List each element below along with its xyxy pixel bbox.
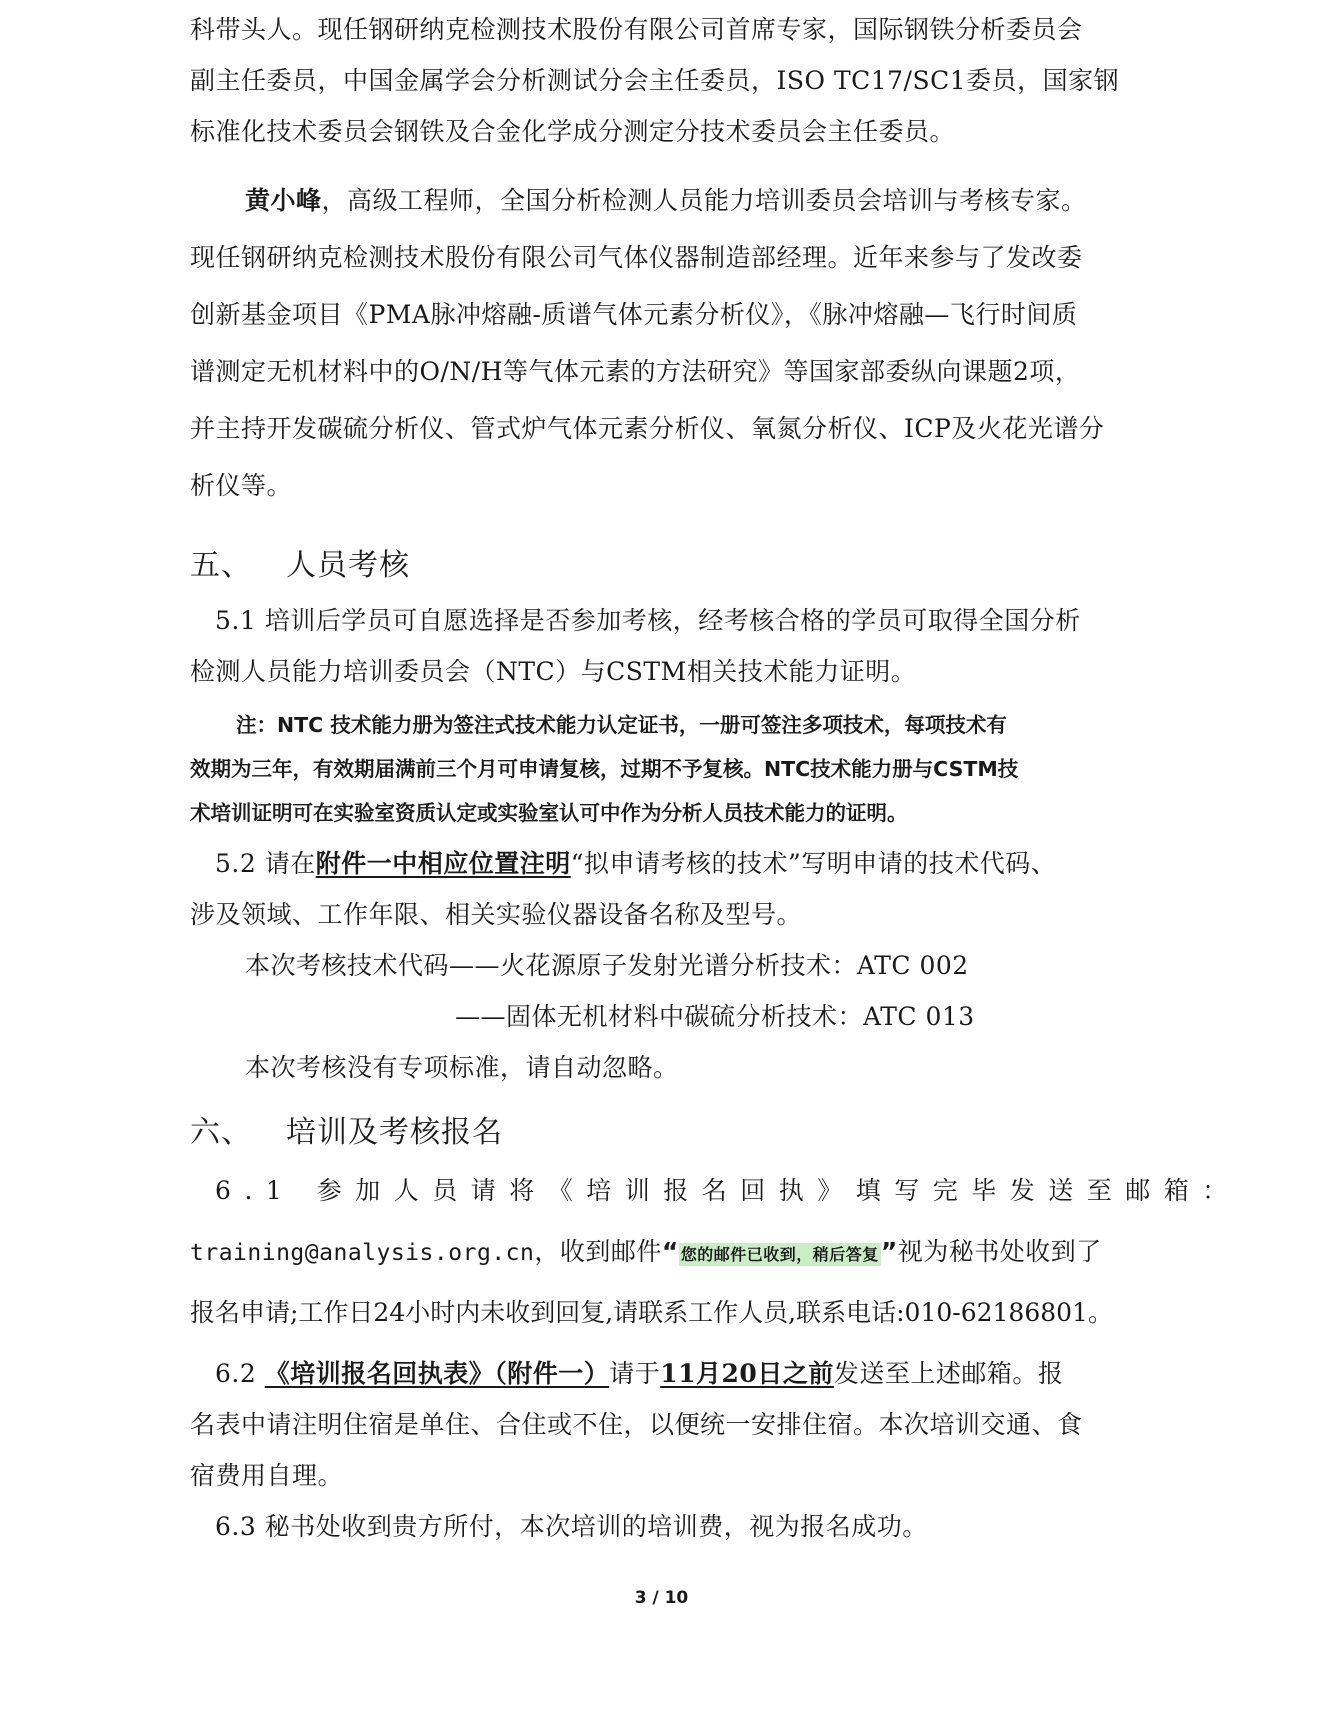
section-6-2-line-3: 宿费用自理。 [190, 1461, 344, 1490]
bio2-line-3: 创新基金项目《PMA脉冲熔融-质谱气体元素分析仪》，《脉冲熔融—飞行时间质 [190, 300, 1078, 329]
section-6-2-mid: 请于 [609, 1359, 661, 1388]
bio2-line-6: 析仪等。 [190, 471, 293, 500]
section-6-1-line-1: 6.1 参加人员请将《培训报名回执》填写完毕发送至邮箱： [215, 1176, 1241, 1205]
section-6-3: 6.3 秘书处收到贵方所付，本次培训的培训费，视为报名成功。 [215, 1512, 928, 1541]
section-5-2-suffix: “拟申请考核的技术”写明申请的技术代码、 [570, 849, 1057, 878]
section-5-heading [190, 548, 410, 584]
bio1-line-3: 标准化技术委员会钢铁及合金化学成分测定分技术委员会主任委员。 [190, 117, 956, 146]
quote-open: “ [661, 1237, 679, 1266]
section-5-2-attachment-link-text: 附件一中相应位置注明 [315, 849, 571, 878]
bio2-line-1-rest: ，高级工程师，全国分析检测人员能力培训委员会培训与考核专家。 [321, 186, 1087, 215]
section-5-1-line-2: 检测人员能力培训委员会（NTC）与CSTM相关技术能力证明。 [190, 657, 917, 686]
section-5-title: 人员考核 [286, 548, 410, 583]
section-6-1-line-2 [190, 1236, 1102, 1271]
note-line-3: 术培训证明可在实验室资质认定或实验室认可中作为分析人员技术能力的证明。 [190, 801, 908, 825]
bio1-line-2: 副主任委员，中国金属学会分析测试分会主任委员，ISO TC17/SC1委员，国家钢 [190, 66, 1120, 95]
registration-form-title: 《培训报名回执表》（附件一） [264, 1359, 610, 1388]
section-6-2-line-2: 名表中请注明住宿是单住、合住或不住，以便统一安排住宿。本次培训交通、食 [190, 1410, 1083, 1439]
no-standard-note: 本次考核没有专项标准，请自动忽略。 [245, 1053, 679, 1082]
bio2-line-2: 现任钢研纳克检测技术股份有限公司气体仪器制造部经理。近年来参与了发改委 [190, 243, 1083, 272]
section-6-2-prefix: 6.2 [215, 1359, 265, 1388]
bio2-line-5: 并主持开发碳硫分析仪、管式炉气体元素分析仪、氧氮分析仪、ICP及火花光谱分 [190, 414, 1105, 443]
section-5-number: 五、 [190, 548, 252, 583]
section-5-2-line-2: 涉及领域、工作年限、相关实验仪器设备名称及型号。 [190, 900, 803, 929]
code-line-2: ——固体无机材料中碳硫分析技术：ATC 013 [455, 1002, 975, 1031]
deadline-date: 11月20日之前 [660, 1359, 834, 1388]
bio1-line-1: 科带头人。现任钢研纳克检测技术股份有限公司首席专家，国际钢铁分析委员会 [190, 15, 1083, 44]
section-6-1-end: 视为秘书处收到了 [897, 1237, 1102, 1266]
section-6-1-mid: ，收到邮件 [534, 1237, 662, 1266]
section-5-2-line-1 [215, 848, 1056, 880]
section-6-heading [190, 1115, 503, 1151]
section-6-2-end: 发送至上述邮箱。报 [833, 1359, 1064, 1388]
code-line-1: 本次考核技术代码——火花源原子发射光谱分析技术：ATC 002 [245, 951, 969, 980]
note-line-1: 注：NTC 技术能力册为签注式技术能力认定证书，一册可签注多项技术，每项技术有 [236, 713, 1007, 737]
highlighted-reply: 您的邮件已收到，稍后答复 [680, 1245, 879, 1264]
email-address[interactable]: training@analysis.org.cn [190, 1240, 535, 1266]
section-5-1-line-1: 5.1 培训后学员可自愿选择是否参加考核，经考核合格的学员可取得全国分析 [215, 606, 1081, 635]
section-6-2-line-1 [215, 1358, 1063, 1390]
quote-close: ” [880, 1237, 898, 1266]
section-5-2-prefix: 5.2 请在 [215, 849, 316, 878]
section-6-title: 培训及考核报名 [286, 1115, 503, 1150]
bio2-name: 黄小峰 [245, 186, 322, 215]
page-number: 3 / 10 [634, 1588, 689, 1608]
bio2-line-1 [245, 185, 1087, 217]
section-6-number: 六、 [190, 1115, 252, 1150]
section-6-1-line-3: 报名申请;工作日24小时内未收到回复,请联系工作人员,联系电话:010-62186801。 [190, 1298, 1113, 1327]
bio2-line-4: 谱测定无机材料中的O/N/H等气体元素的方法研究》等国家部委纵向课题2项， [190, 357, 1081, 386]
note-line-2: 效期为三年，有效期届满前三个月可申请复核，过期不予复核。NTC技术能力册与CSTM技 [190, 757, 1019, 781]
